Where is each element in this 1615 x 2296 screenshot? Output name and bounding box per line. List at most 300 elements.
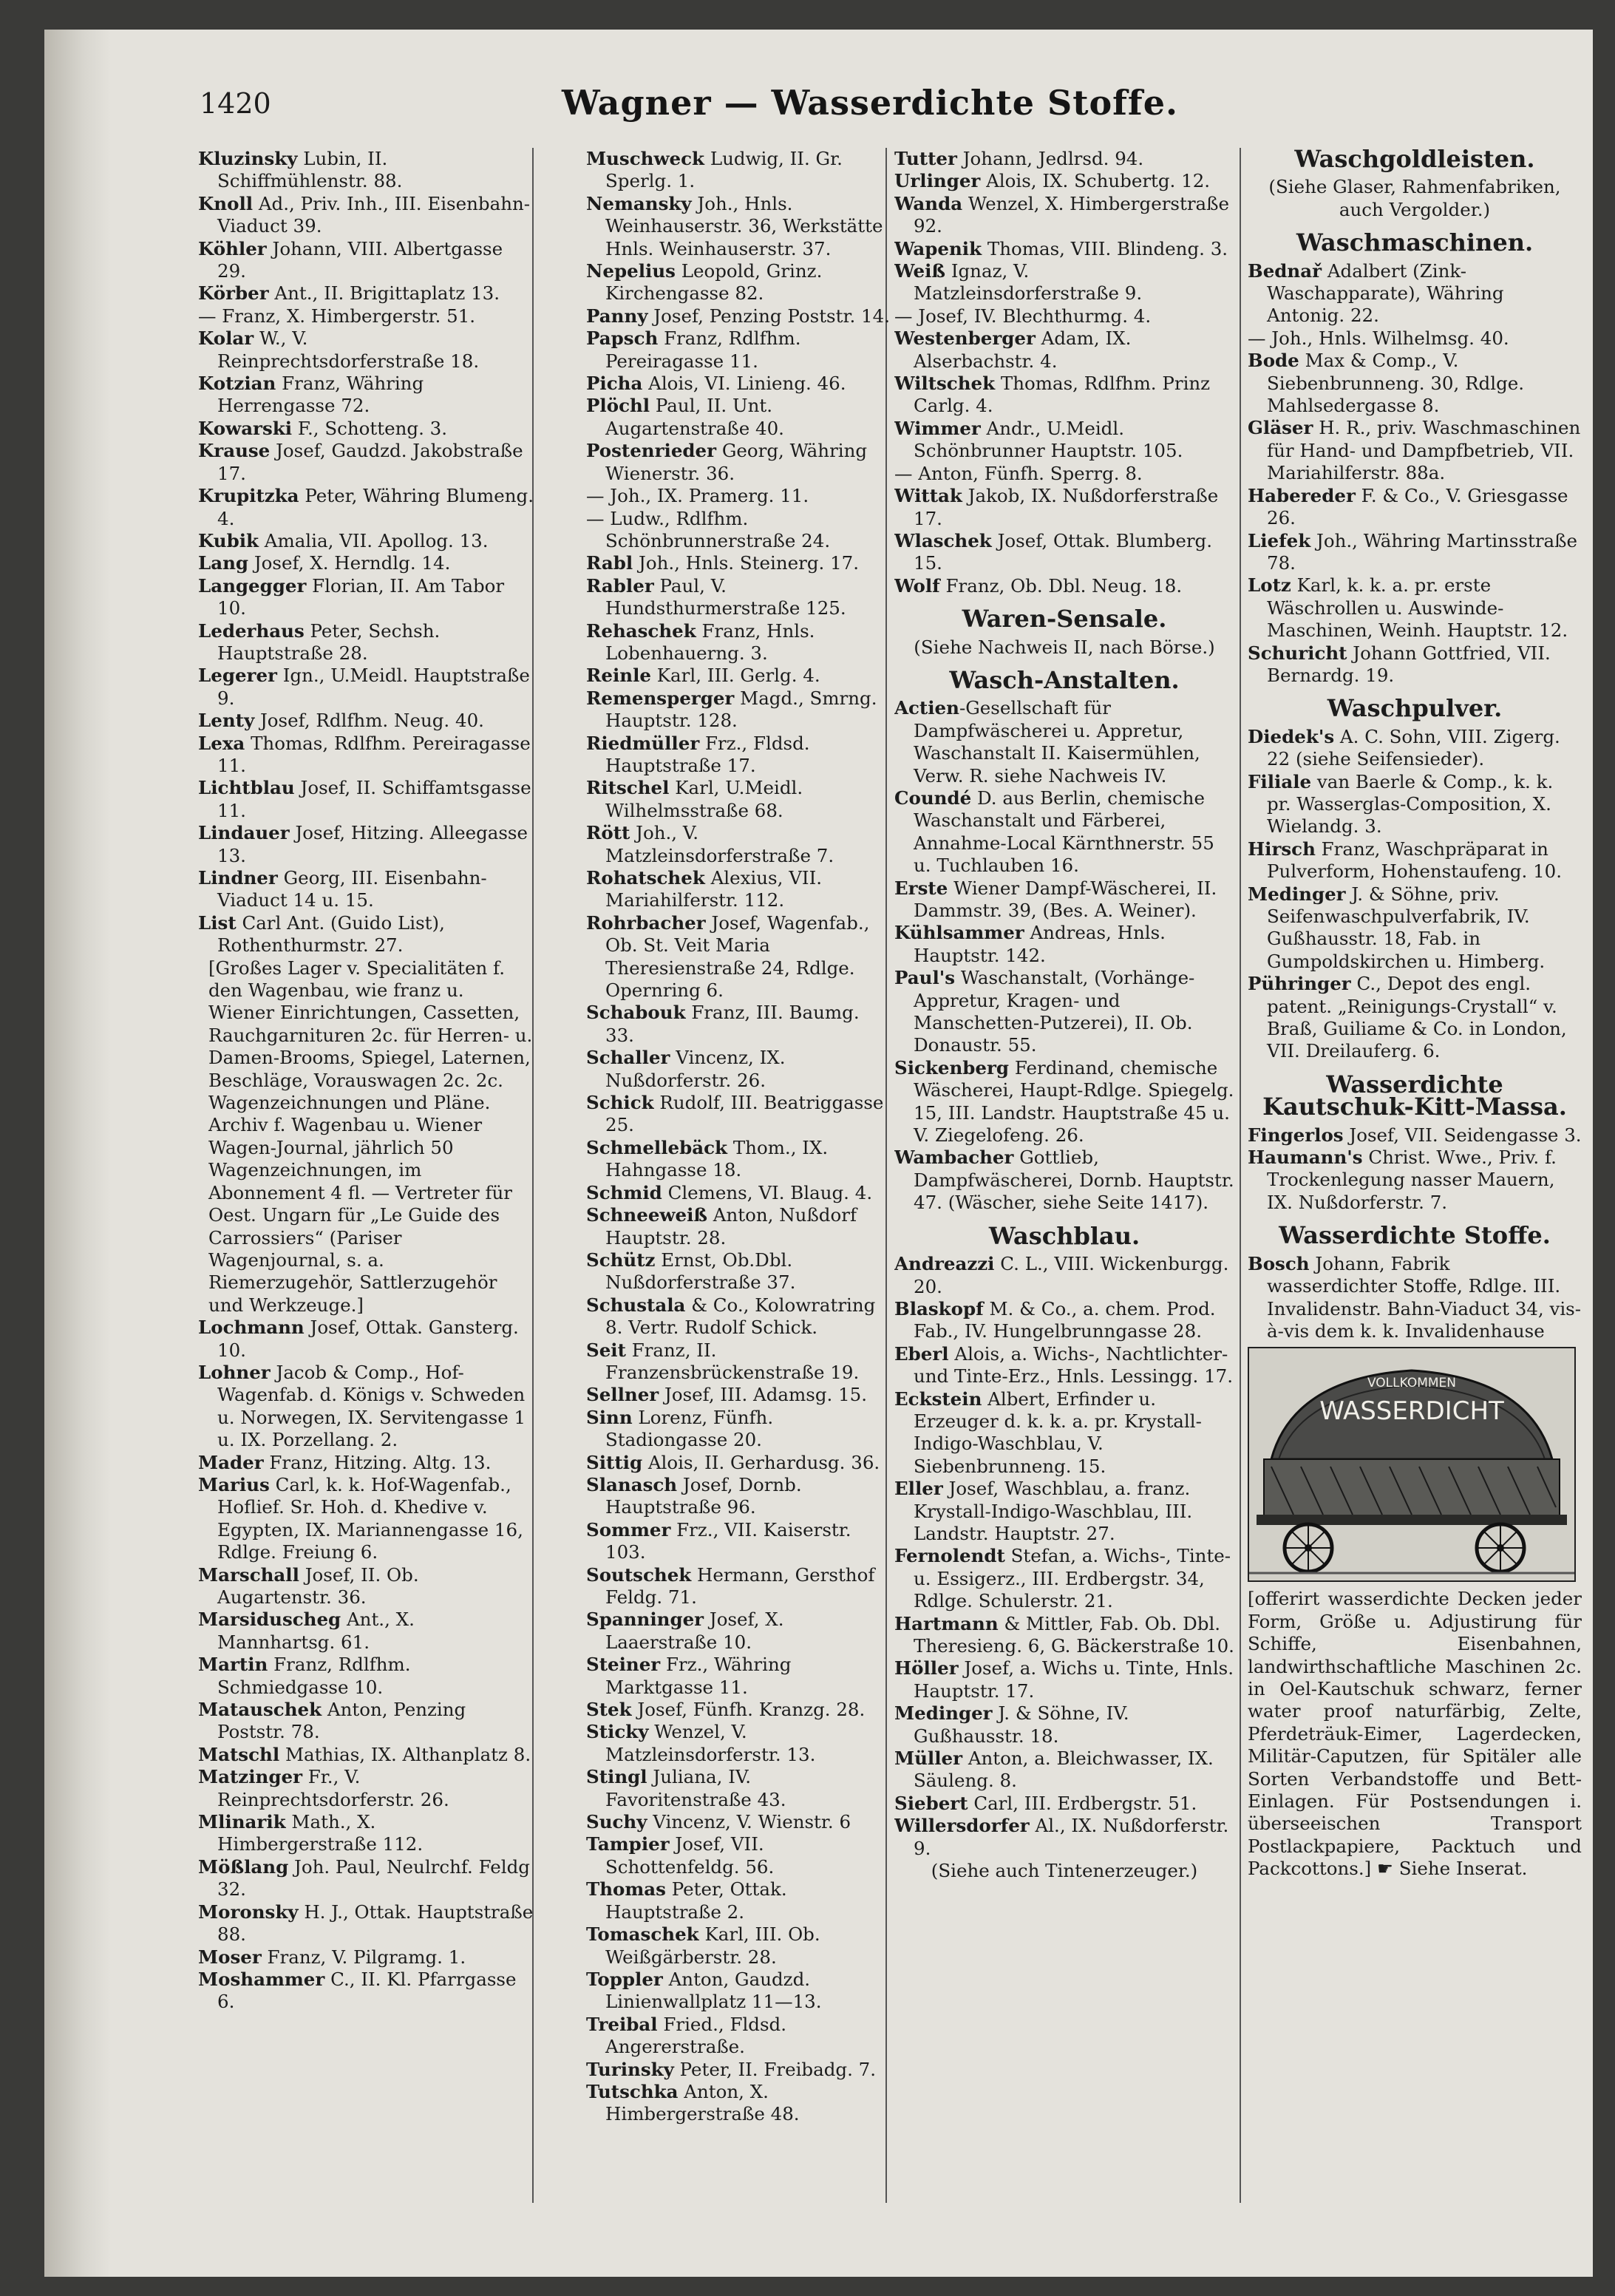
directory-entry bbox=[198, 1699, 534, 1744]
entry-name: Hirsch bbox=[1248, 838, 1316, 860]
entry-name: Wapenik bbox=[894, 237, 982, 259]
directory-entry bbox=[894, 1298, 1234, 1343]
entry-name: Papsch bbox=[586, 327, 659, 350]
directory-entry bbox=[586, 508, 892, 553]
entry-name: Bednař bbox=[1248, 259, 1322, 282]
entry-details: D. aus Berlin, chemische Waschanstalt und Färberei, Annahme-Local Kärnthnerstr. 55 u. Tuchlauben 16. bbox=[914, 787, 1214, 877]
entry-details: Vincenz, V. Wienstr. 6 bbox=[647, 1811, 851, 1833]
entry-name: Steiner bbox=[586, 1654, 661, 1676]
directory-entry bbox=[198, 1362, 534, 1452]
entry-details: Josef, Hitzing. Alleegasse 13. bbox=[217, 822, 528, 866]
section-note: (Siehe Glaser, Rahmenfabriken, auch Vergolder.) bbox=[1268, 176, 1561, 220]
directory-entry bbox=[1248, 883, 1582, 974]
entry-details: Frz., Währing Marktgasse 11. bbox=[605, 1654, 792, 1698]
entry-details: Jakob, IX. Nußdorferstraße 17. bbox=[914, 485, 1219, 529]
section-heading-waschgoldleisten: Waschgoldleisten. bbox=[1294, 148, 1535, 173]
entry-details: Alois, II. Gerhardusg. 36. bbox=[642, 1451, 880, 1473]
entry-name: Lindner bbox=[198, 867, 278, 889]
entry-details: Peter, Sechsh. Hauptstraße 28. bbox=[217, 619, 441, 664]
directory-entry bbox=[198, 485, 534, 530]
entry-name: Matschl bbox=[198, 1743, 280, 1765]
directory-entry bbox=[586, 1339, 892, 1385]
directory-entry bbox=[894, 305, 1234, 327]
entry-name: Matzinger bbox=[198, 1766, 302, 1788]
directory-entry bbox=[198, 1901, 534, 1946]
wagon-tarp-illustration bbox=[1249, 1348, 1574, 1580]
entry-name: Soutschek bbox=[586, 1563, 692, 1586]
entry-details: Anton, Penzing Poststr. 78. bbox=[217, 1699, 466, 1743]
directory-entry bbox=[894, 967, 1234, 1057]
directory-entry bbox=[894, 327, 1234, 373]
directory-entry bbox=[586, 733, 892, 778]
entry-details: Ernst, Ob.Dbl. Nußdorferstraße 37. bbox=[605, 1249, 796, 1294]
entry-name: Stek bbox=[586, 1699, 632, 1721]
entry-name: Filiale bbox=[1248, 770, 1312, 792]
directory-entry bbox=[894, 1343, 1234, 1388]
directory-entry bbox=[1248, 260, 1582, 327]
entry-name: Bode bbox=[1248, 350, 1299, 372]
entry-details: Waschanstalt, (Vorhänge-Appretur, Kragen- und Manschetten-Putzerei), II. Ob. Donaustr. 55. bbox=[914, 967, 1195, 1056]
entry-name: Wiltschek bbox=[894, 373, 996, 395]
entry-name: Fernolendt bbox=[894, 1545, 1005, 1567]
entry-details: Joh., Hnls. Steinerg. 17. bbox=[633, 552, 860, 574]
entry-name: Muschweck bbox=[586, 148, 705, 169]
entry-details: Josef, X. Herndlg. 14. bbox=[248, 552, 451, 574]
entry-details: Josef, Rdlfhm. Neug. 40. bbox=[254, 710, 484, 732]
entry-name: Schmellebäck bbox=[586, 1136, 728, 1158]
directory-entry bbox=[586, 777, 892, 822]
entry-name: Lotz bbox=[1248, 574, 1291, 597]
directory-entry bbox=[586, 1969, 892, 2014]
entry-details: Franz, Ob. Dbl. Neug. 18. bbox=[939, 574, 1183, 597]
entry-name: Liefek bbox=[1248, 529, 1311, 551]
entry-details: Frz., Fldsd. Hauptstraße 17. bbox=[605, 732, 810, 776]
entry-name: Wimmer bbox=[894, 417, 981, 439]
section-note: (Siehe Nachweis II, nach Börse.) bbox=[914, 636, 1215, 658]
directory-entry bbox=[586, 2081, 892, 2126]
directory-entry bbox=[586, 552, 892, 574]
entry-name: Wolf bbox=[894, 574, 940, 597]
entry-details: Josef, Penzing Poststr. 14. bbox=[647, 305, 891, 327]
entry-name: Matauschek bbox=[198, 1699, 322, 1721]
entry-details: Wenzel, V. Matzleinsdorferstr. 13. bbox=[605, 1721, 816, 1765]
directory-entry bbox=[894, 148, 1234, 170]
entry-details: Johann Gottfried, VII. Bernardg. 19. bbox=[1267, 642, 1551, 686]
directory-entry bbox=[586, 1204, 892, 1249]
directory-entry bbox=[586, 260, 892, 305]
entry-details: Carl, III. Erdbergstr. 51. bbox=[968, 1792, 1197, 1814]
entry-name: Marschall bbox=[198, 1563, 299, 1586]
entry-details: — Ludw., Rdlfhm. Schönbrunnerstraße 24. bbox=[586, 507, 831, 551]
entry-name: Kluzinsky bbox=[198, 148, 298, 169]
entry-name: Rött bbox=[586, 822, 630, 844]
column-2 bbox=[586, 148, 892, 2203]
directory-entry bbox=[198, 1811, 534, 1856]
entry-details: Lubin, II. Schiffmühlenstr. 88. bbox=[217, 148, 403, 192]
entry-details: Franz, Waschpräparat in Pulverform, Hohenstaufeng. 10. bbox=[1267, 838, 1563, 883]
entry-name: Hartmann bbox=[894, 1612, 999, 1634]
directory-entry bbox=[198, 1452, 534, 1474]
directory-entry bbox=[1248, 530, 1582, 575]
directory-entry bbox=[894, 1478, 1234, 1545]
entry-name: Kolar bbox=[198, 327, 254, 350]
entry-details: Vincenz, IX. Nußdorferstr. 26. bbox=[605, 1047, 786, 1091]
directory-entry bbox=[586, 1699, 892, 1721]
entry-name: Sickenberg bbox=[894, 1056, 1010, 1079]
directory-entry bbox=[198, 575, 534, 620]
directory-entry bbox=[198, 1654, 534, 1699]
entry-name: Thomas bbox=[586, 1878, 666, 1901]
entry-details: Johann, VIII. Albertgasse 29. bbox=[217, 237, 503, 282]
directory-entry bbox=[586, 1452, 892, 1474]
directory-entry bbox=[1248, 574, 1582, 642]
book-gutter bbox=[44, 30, 111, 2277]
directory-entry bbox=[586, 1092, 892, 1137]
ad-text-line-2: WASSERDICHT bbox=[1319, 1396, 1504, 1427]
entry-details: Thomas, Rdlfhm. Pereiragasse 11. bbox=[217, 732, 531, 776]
directory-entry bbox=[198, 1317, 534, 1362]
directory-entry bbox=[198, 1609, 534, 1654]
entry-details: Peter, Ottak. Hauptstraße 2. bbox=[605, 1878, 787, 1923]
directory-entry bbox=[894, 697, 1234, 787]
entry-details: Josef, Dornb. Hauptstraße 96. bbox=[605, 1473, 802, 1518]
entry-name: Lochmann bbox=[198, 1317, 305, 1339]
entry-details: Joh. Paul, Neulrchf. Feldg 32. bbox=[217, 1855, 530, 1901]
directory-entry bbox=[894, 485, 1234, 530]
directory-entry bbox=[586, 1474, 892, 1519]
directory-entry bbox=[894, 1748, 1234, 1793]
directory-entry bbox=[198, 1564, 534, 1609]
entry-details: Math., X. Himbergerstraße 112. bbox=[217, 1811, 424, 1855]
advertisement-illustration bbox=[1248, 1347, 1576, 1582]
directory-entry bbox=[586, 2059, 892, 2081]
directory-entry bbox=[198, 440, 534, 485]
directory-entry bbox=[586, 1519, 892, 1564]
advertisement-text: [offerirt wasserdichte Decken jeder Form, Größe u. Adjustirung für Schiffe, Eisenbahnen, landwirthschaftliche Maschinen 2c. in Oel-Kautschuk schwarz, ferner water proof naturfärbig, Zelte, Pferdeträuk-Eimer, Lagerdecken, Militär-Caputzen, für Spitäler alle Sorten Verbandstoffe und Bett-Einlagen. Für Postsendungen i. überseeischen Transport Postlackpapiere, Packtuch und Packcottons.] ☛ Siehe Inserat. bbox=[1248, 1588, 1582, 1880]
entry-details: Wenzel, X. Himbergerstraße 92. bbox=[914, 192, 1230, 237]
entry-details: Josef, Waschblau, a. franz. Krystall-Indigo-Waschblau, III. Landstr. Hauptstr. 27. bbox=[914, 1478, 1193, 1544]
entry-name: Langegger bbox=[198, 574, 307, 597]
entry-name: Tampier bbox=[586, 1833, 670, 1855]
directory-entry bbox=[1248, 485, 1582, 530]
entry-name: Picha bbox=[586, 373, 643, 395]
entry-details: Fr., V. Reinprechtsdorferstr. 26. bbox=[217, 1766, 449, 1810]
entry-details: Andreas, Hnls. Hauptstr. 142. bbox=[914, 922, 1166, 966]
directory-entry bbox=[198, 1744, 534, 1766]
entry-details: Wiener Dampf-Wäscherei, II. Dammstr. 39, (Bes. A. Weiner). bbox=[914, 877, 1217, 921]
entry-name: Tutschka bbox=[586, 2080, 679, 2102]
entry-details: Josef, a. Wichs u. Tinte, Hnls. Hauptstr. 17. bbox=[914, 1657, 1234, 1702]
entry-name: Nemansky bbox=[586, 192, 692, 214]
entry-name: Köhler bbox=[198, 237, 267, 259]
entry-name: Schütz bbox=[586, 1249, 656, 1271]
entry-name: Wambacher bbox=[894, 1147, 1014, 1169]
directory-entry bbox=[586, 305, 892, 327]
entry-details: Paul, II. Unt. Augartenstraße 40. bbox=[605, 395, 784, 439]
entry-name: Moshammer bbox=[198, 1968, 325, 1990]
entry-details: Josef, Ottak. Blumberg. 15. bbox=[914, 529, 1213, 574]
directory-entry bbox=[198, 822, 534, 867]
entry-details: C., II. Kl. Pfarrgasse 6. bbox=[217, 1968, 517, 2013]
directory-entry bbox=[1248, 726, 1582, 771]
cross-reference: (Siehe auch Tintenerzeuger.) bbox=[931, 1860, 1198, 1882]
entry-details: Georg, III. Eisenbahn-Viaduct 14 u. 15. bbox=[217, 867, 487, 911]
entry-details: Andr., U.Meidl. Schönbrunner Hauptstr. 105. bbox=[914, 417, 1183, 462]
entry-name: Actien bbox=[894, 697, 959, 719]
entry-name: Slanasch bbox=[586, 1473, 678, 1495]
directory-entry bbox=[586, 2014, 892, 2059]
entry-name: Martin bbox=[198, 1654, 268, 1676]
directory-entry bbox=[198, 710, 534, 732]
entry-details: Josef, Gaudzd. Jakobstraße 17. bbox=[217, 440, 523, 484]
directory-entry bbox=[198, 620, 534, 665]
entry-name: Lang bbox=[198, 552, 249, 574]
entry-name: Spanninger bbox=[586, 1609, 704, 1631]
entry-name: Rabl bbox=[586, 552, 633, 574]
directory-entry bbox=[894, 1388, 1234, 1478]
directory-entry bbox=[586, 148, 892, 193]
entry-details: Anton, X. Himbergerstraße 48. bbox=[605, 2080, 800, 2125]
entry-details: Josef, II. Schiffamtsgasse 11. bbox=[217, 777, 531, 821]
entry-details: Ludwig, II. Gr. Sperlg. 1. bbox=[605, 148, 843, 192]
entry-details: Josef, VII. Schottenfeldg. 56. bbox=[605, 1833, 775, 1878]
directory-entry bbox=[198, 1766, 534, 1811]
directory-entry bbox=[586, 1182, 892, 1204]
column-1 bbox=[198, 148, 534, 2203]
entry-details: Alois, a. Wichs-, Nachtlichter- und Tinte-Erz., Hnls. Lessingg. 17. bbox=[914, 1342, 1234, 1388]
entry-name: Lohner bbox=[198, 1361, 271, 1383]
directory-entry bbox=[894, 575, 1234, 597]
entry-name: Gläser bbox=[1248, 417, 1313, 439]
entry-details: F. & Co., V. Griesgasse 26. bbox=[1267, 484, 1568, 529]
entry-details: H. R., priv. Waschmaschinen für Hand- und Dampfbetrieb, VII. Mariahilferstr. 88a. bbox=[1267, 417, 1581, 484]
entry-details: Anton, Gaudzd. Linienwallplatz 11—13. bbox=[605, 1968, 822, 2013]
entry-name: Plöchl bbox=[586, 395, 650, 417]
directory-entry bbox=[1248, 1253, 1582, 1343]
directory-entry bbox=[1248, 350, 1582, 417]
directory-entry bbox=[586, 373, 892, 395]
entry-name: Lederhaus bbox=[198, 619, 305, 642]
directory-entry bbox=[894, 787, 1234, 877]
entry-details: Mathias, IX. Althanplatz 8. bbox=[279, 1743, 531, 1765]
page-number: 1420 bbox=[200, 87, 271, 120]
directory-entry bbox=[198, 552, 534, 574]
entry-details: Karl, U.Meidl. Wilhelmsstraße 68. bbox=[605, 777, 803, 821]
directory-entry bbox=[586, 1384, 892, 1406]
directory-entry bbox=[1248, 327, 1582, 350]
entry-name: Tutter bbox=[894, 148, 957, 169]
section-heading-waschpulver: Waschpulver. bbox=[1327, 694, 1503, 723]
entry-name: Haumann's bbox=[1248, 1147, 1363, 1169]
entry-details: W., V. Reinprechtsdorferstraße 18. bbox=[217, 327, 480, 372]
entry-details: -Gesellschaft für Dampfwäscherei u. Appretur, Waschanstalt II. Kaisermühlen, Verw. R. siehe Nachweis IV. bbox=[914, 697, 1200, 787]
section-heading-kautschuk: Wasserdichte Kautschuk-Kitt-Massa. bbox=[1262, 1070, 1567, 1121]
section-heading-wasserdichte-stoffe: Wasserdichte Stoffe. bbox=[1279, 1221, 1551, 1250]
entry-name: Habereder bbox=[1248, 484, 1356, 506]
entry-details: Josef, Ottak. Gansterg. 10. bbox=[217, 1317, 519, 1361]
entry-details: Alexius, VII. Mariahilferstr. 112. bbox=[605, 867, 823, 911]
entry-details: Thom., IX. Hahngasse 18. bbox=[605, 1136, 829, 1181]
entry-details: Franz, Währing Herrengasse 72. bbox=[217, 373, 424, 417]
entry-details: Clemens, VI. Blaug. 4. bbox=[662, 1181, 873, 1203]
directory-entry bbox=[1248, 838, 1582, 883]
entry-details: Gottlieb, Dampfwäscherei, Dornb. Hauptstr. 47. (Wäscher, siehe Seite 1417). bbox=[914, 1147, 1234, 1214]
entry-name: Schustala bbox=[586, 1294, 686, 1316]
entry-name: Marsiduscheg bbox=[198, 1609, 341, 1631]
entry-name: Paul's bbox=[894, 967, 956, 989]
directory-entry bbox=[198, 305, 534, 327]
entry-details: Franz, V. Pilgramg. 1. bbox=[261, 1946, 466, 1968]
entry-name: Höller bbox=[894, 1657, 959, 1679]
entry-name: Stingl bbox=[586, 1766, 647, 1788]
directory-entry bbox=[198, 238, 534, 283]
directory-entry bbox=[586, 1137, 892, 1182]
entry-name: Krupitzka bbox=[198, 485, 299, 507]
entry-name: Eberl bbox=[894, 1342, 949, 1365]
directory-entry bbox=[894, 463, 1234, 485]
directory-entry bbox=[198, 282, 534, 305]
entry-name: Reinle bbox=[586, 665, 651, 687]
entry-name: Kotzian bbox=[198, 373, 276, 395]
entry-details: Johann, Fabrik wasserdichter Stoffe, Rdlge. III. Invalidenstr. Bahn-Viaduct 34, vis-à-vis dem k. k. Invalidenhause bbox=[1267, 1252, 1582, 1342]
entry-name: Eller bbox=[894, 1478, 943, 1500]
directory-entry bbox=[1248, 973, 1582, 1063]
directory-entry bbox=[1248, 1124, 1582, 1147]
directory-entry bbox=[586, 485, 892, 507]
entry-details: Franz, III. Baumg. 33. bbox=[605, 1002, 860, 1046]
directory-entry bbox=[586, 1833, 892, 1878]
entry-details: Josef, II. Ob. Augartenstr. 36. bbox=[217, 1563, 419, 1608]
entry-name: Mader bbox=[198, 1451, 264, 1473]
directory-entry bbox=[894, 193, 1234, 238]
directory-entry bbox=[894, 1702, 1234, 1748]
entry-name: Kubik bbox=[198, 529, 259, 551]
entry-details: J. & Söhne, IV. Gußhausstr. 18. bbox=[914, 1702, 1129, 1747]
entry-details: Josef, VII. Seidengasse 3. bbox=[1343, 1124, 1582, 1146]
entry-details: — Anton, Fünfh. Sperrg. 8. bbox=[894, 462, 1143, 484]
entry-name: Tomaschek bbox=[586, 1923, 699, 1946]
entry-details: Peter, II. Freibadg. 7. bbox=[673, 2058, 877, 2080]
entry-details: Carl, k. k. Hof-Wagenfab., Hoflief. Sr. Hoh. d. Khedive v. Egypten, IX. Mariannengasse 16, Rdlge. Freiung 6. bbox=[217, 1473, 523, 1563]
directory-entry bbox=[894, 1793, 1234, 1815]
entry-name: Fingerlos bbox=[1248, 1124, 1344, 1146]
entry-details: Karl, III. Ob. Weißgärberstr. 28. bbox=[605, 1923, 820, 1968]
entry-details: Franz, Rdlfhm. Pereiragasse 11. bbox=[605, 327, 801, 372]
section-heading-wasch-anstalten: Wasch-Anstalten. bbox=[949, 665, 1180, 694]
entry-name: Sittig bbox=[586, 1451, 643, 1473]
entry-details: Anton, Nußdorf Hauptstr. 28. bbox=[605, 1204, 857, 1249]
directory-entry bbox=[198, 193, 534, 238]
entry-details: — Josef, IV. Blechthurmg. 4. bbox=[894, 305, 1152, 327]
directory-entry bbox=[1248, 1147, 1582, 1214]
entry-name: Remensperger bbox=[586, 687, 735, 709]
column-4 bbox=[1248, 148, 1582, 2203]
directory-entry bbox=[894, 1545, 1234, 1612]
entry-details: van Baerle & Comp., k. k. pr. Wasserglas-Composition, X. Wielandg. 3. bbox=[1267, 770, 1554, 838]
entry-name: Lexa bbox=[198, 732, 245, 754]
directory-entry bbox=[586, 822, 892, 867]
directory-entry bbox=[198, 1969, 534, 2014]
entry-name: Diedek's bbox=[1248, 725, 1335, 747]
entry-details: Frz., VII. Kaiserstr. 103. bbox=[605, 1518, 851, 1563]
entry-details: — Joh., IX. Pramerg. 11. bbox=[586, 485, 809, 507]
entry-details: Peter, Währing Blumeng. 4. bbox=[217, 485, 534, 529]
entry-name: Siebert bbox=[894, 1792, 968, 1814]
directory-entry bbox=[586, 1407, 892, 1452]
directory-entry bbox=[586, 1249, 892, 1294]
entry-name: Seit bbox=[586, 1339, 626, 1361]
entry-details: Joh., V. Matzleinsdorferstraße 7. bbox=[605, 822, 834, 866]
entry-details: Joh., Hnls. Weinhauserstr. 36, Werkstätte Hnls. Weinhauserstr. 37. bbox=[605, 192, 883, 259]
entry-name: Willersdorfer bbox=[894, 1815, 1030, 1837]
entry-name: Rabler bbox=[586, 574, 654, 597]
entry-details: Josef, III. Adamsg. 15. bbox=[659, 1384, 868, 1406]
directory-entry bbox=[586, 1564, 892, 1609]
entry-name: Schmid bbox=[586, 1181, 662, 1203]
entry-details: Florian, II. Am Tabor 10. bbox=[217, 574, 505, 619]
entry-name: Lenty bbox=[198, 710, 255, 732]
directory-entry bbox=[894, 418, 1234, 463]
directory-entry bbox=[198, 530, 534, 552]
section-heading-waschblau: Waschblau. bbox=[988, 1221, 1140, 1250]
directory-entry bbox=[1248, 417, 1582, 484]
section-heading-waren-sensale: Waren-Sensale. bbox=[962, 605, 1167, 634]
directory-entry bbox=[894, 530, 1234, 575]
entry-details: Ign., U.Meidl. Hauptstraße 9. bbox=[217, 665, 530, 709]
entry-details: Adam, IX. Alserbachstr. 4. bbox=[914, 327, 1132, 372]
entry-name: Lichtblau bbox=[198, 777, 295, 799]
directory-entry bbox=[586, 1811, 892, 1833]
entry-details: Adalbert (Zink-Waschapparate), Währing Antonig. 22. bbox=[1267, 259, 1504, 327]
entry-details: Josef, X. Laaerstraße 10. bbox=[605, 1609, 784, 1653]
entry-details: Lorenz, Fünfh. Stadiongasse 20. bbox=[605, 1406, 774, 1451]
section-heading-waschmaschinen: Waschmaschinen. bbox=[1296, 228, 1534, 257]
entry-details: Magd., Smrng. Hauptstr. 128. bbox=[605, 687, 877, 732]
directory-entry bbox=[1248, 771, 1582, 838]
entry-details: Franz, II. Franzensbrückenstraße 19. bbox=[605, 1339, 860, 1383]
entry-details: Al., IX. Nußdorferstr. 9. bbox=[914, 1815, 1229, 1859]
directory-entry bbox=[894, 238, 1234, 260]
directory-entry bbox=[894, 373, 1234, 418]
directory-entry bbox=[198, 1946, 534, 1969]
entry-name: Riedmüller bbox=[586, 732, 700, 754]
directory-entry bbox=[586, 1002, 892, 1047]
entry-name: Eckstein bbox=[894, 1388, 982, 1410]
entry-details: Ant., X. Mannhartsg. 61. bbox=[217, 1609, 415, 1653]
directory-entry bbox=[198, 777, 534, 822]
entry-name: Schuricht bbox=[1248, 642, 1347, 664]
entry-name: Marius bbox=[198, 1473, 270, 1495]
entry-name: Moronsky bbox=[198, 1901, 299, 1923]
entry-name: Schick bbox=[586, 1092, 654, 1114]
entry-name: Rehaschek bbox=[586, 619, 696, 642]
entry-details: Paul, V. Hundsthurmerstraße 125. bbox=[605, 574, 846, 619]
entry-details: A. C. Sohn, VIII. Zigerg. 22 (siehe Seifensieder). bbox=[1267, 725, 1560, 770]
entry-details: Jacob & Comp., Hof-Wagenfab. d. Königs v. Schweden u. Norwegen, IX. Servitengasse 1 u. IX. Porzellang. 2. bbox=[217, 1361, 526, 1451]
entry-name: Müller bbox=[894, 1748, 963, 1770]
directory-entry bbox=[198, 148, 534, 193]
entry-name: Bosch bbox=[1248, 1252, 1310, 1274]
entry-details: Karl, k. k. a. pr. erste Wäschrollen u. Auswinde-Maschinen, Weinh. Hauptstr. 12. bbox=[1267, 574, 1568, 642]
directory-entry bbox=[198, 1856, 534, 1901]
entry-details: Fried., Fldsd. Angererstraße. bbox=[605, 2013, 787, 2058]
entry-details: H. J., Ottak. Hauptstraße 88. bbox=[217, 1901, 534, 1946]
directory-entry bbox=[586, 620, 892, 665]
entry-details: Thomas, VIII. Blindeng. 3. bbox=[982, 237, 1228, 259]
entry-details: Josef, Fünfh. Kranzg. 28. bbox=[631, 1699, 866, 1721]
running-head: Wagner — Wasserdichte Stoffe. bbox=[562, 83, 1178, 123]
entry-details: Johann, Jedlrsd. 94. bbox=[956, 148, 1144, 169]
